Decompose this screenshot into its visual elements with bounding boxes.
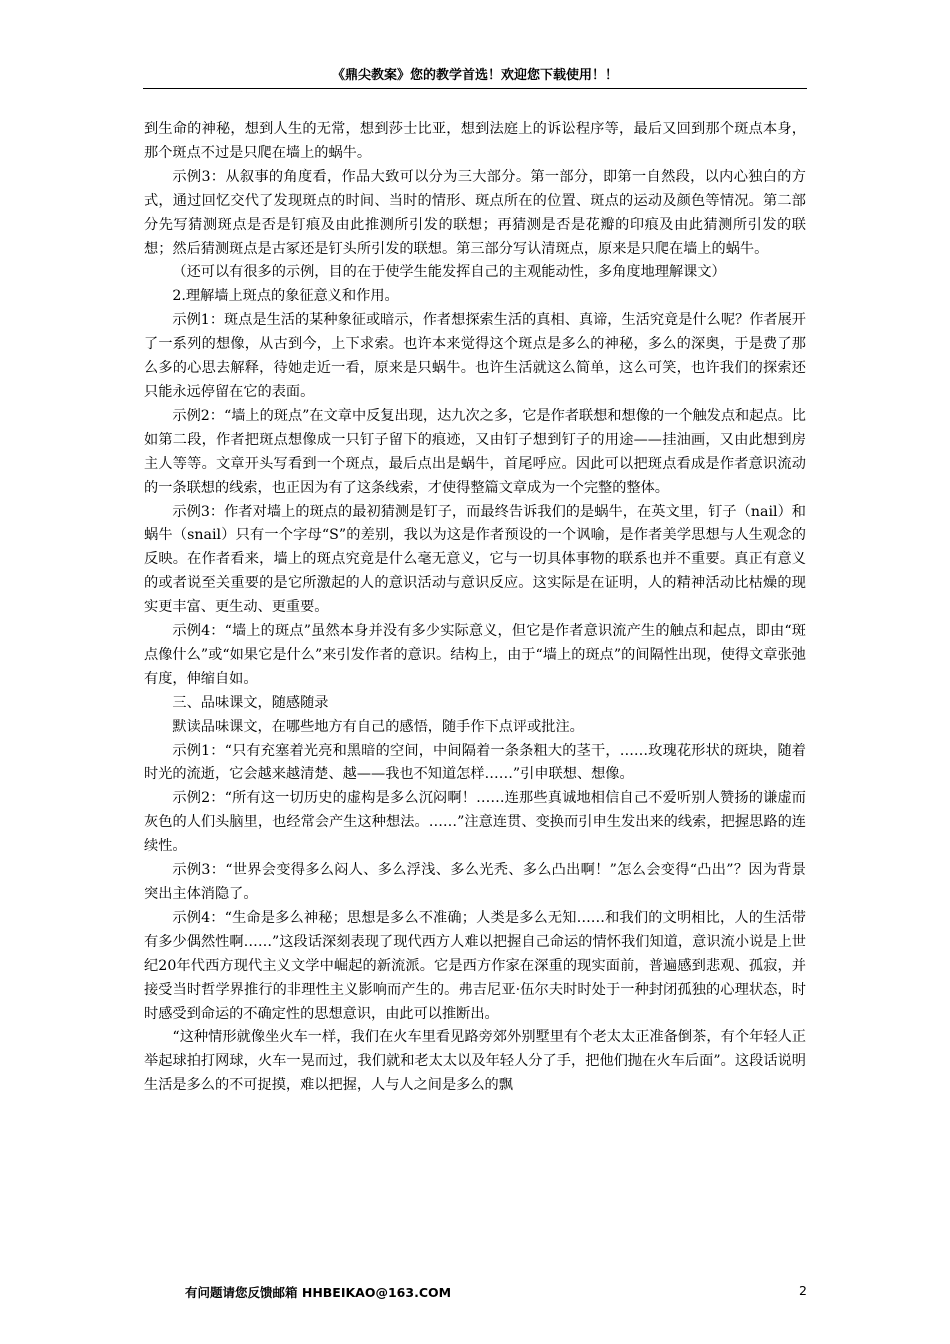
document-body: [144, 118, 806, 1098]
paragraph: “这种情形就像坐火车一样，我们在火车里看见路旁郊外别墅里有个老太太正准备倒茶，有个年轻人正举起球拍打网球，火车一晃而过，我们就和老太太以及年轻人分了手，把他们抛在火车后面”。这段话说明生活是多么的不可捉摸，难以把握，人与人之间是多么的飘: [144, 1029, 806, 1094]
paragraph: 示例2：“墙上的斑点”在文章中反复出现，达九次之多，它是作者联想和想像的一个触发点和起点。比如第二段，作者把斑点想像成一只钉子留下的痕迹，又由钉子想到钉子的用途——挂油画，又由此想到房主人等等。文章开头写看到一个斑点，最后点出是蜗牛，首尾呼应。因此可以把斑点看成是作者意识流动的一条联想的线索，也正因为有了这条线索，才使得整篇文章成为一个完整的整体。: [144, 407, 806, 496]
paragraph: 默读品味课文，在哪些地方有自己的感悟，随手作下点评或批注。: [172, 718, 584, 735]
paragraph: 示例4：“生命是多么神秘；思想是多么不准确；人类是多么无知……和我们的文明相比，人的生活带有多少偶然性啊……”这段话深刻表现了现代西方人难以把握自己命运的情怀我们知道，意识流小说是上世纪20年代西方现代主义文学中崛起的新流派。它是西方作家在深重的现实面前，普遍感到悲观、孤寂，并接受当时哲学界推行的非理性主义影响而产生的。弗吉尼亚·伍尔夫时时处于一种封闭孤独的心理状态，时时感受到命运的不确定性的思想意识，由此可以推断出。: [144, 909, 806, 1022]
footer-feedback-email: 有问题请您反馈邮箱 HHBEIKAO@163.COM: [185, 1285, 452, 1300]
paragraph: 到生命的神秘，想到人生的无常，想到莎士比亚，想到法庭上的诉讼程序等，最后又回到那个斑点本身，那个斑点不过是只爬在墙上的蜗牛。: [144, 121, 806, 161]
paragraph: 示例3：从叙事的角度看，作品大致可以分为三大部分。第一部分，即第一自然段，以内心独白的方式，通过回忆交代了发现斑点的时间、当时的情形、斑点所在的位置、斑点的运动及颜色等情况。第二部分先写猜测斑点是否是钉痕及由此推测所引发的联想；再猜测是否是花瓣的印痕及由此猜测所引发的联想；然后猜测斑点是古冢还是钉头所引发的联想。第三部分写认清斑点，原来是只爬在墙上的蜗牛。: [144, 168, 806, 257]
section-heading: 三、品味课文，随感随录: [172, 694, 329, 711]
paragraph: 示例1：斑点是生活的某种象征或暗示，作者想探索生活的真相、真谛，生活究竟是什么呢？作者展开了一系列的想像，从古到今，上下求索。也许本来觉得这个斑点是多么的神秘，多么的深奥，于是费了那么多的心思去解释，待她走近一看，原来是只蜗牛。也许生活就这么简单，这么可笑，也许我们的探索还只能永远停留在它的表面。: [144, 312, 806, 400]
page-header: 《鼎尖教案》您的教学首选！欢迎您下载使用！！: [331, 68, 618, 83]
paragraph: （还可以有很多的示例，目的在于使学生能发挥自己的主观能动性，多角度地理解课文）: [172, 264, 726, 281]
section-subheading: 2.理解墙上斑点的象征意义和作用。: [172, 288, 399, 305]
page-footer: [143, 1283, 807, 1301]
paragraph: 示例1：“只有充塞着光亮和黑暗的空间，中间隔着一条条粗大的茎干，……玫瑰花形状的斑块，随着时光的流逝，它会越来越清楚、越——我也不知道怎样……”引申联想、想像。: [144, 742, 806, 783]
paragraph: 示例4：“墙上的斑点”虽然本身并没有多少实际意义，但它是作者意识流产生的触点和起点，即由“斑点像什么”或“如果它是什么”来引发作者的意识。结构上，由于“墙上的斑点”的间隔性出现，使得文章张弛有度，伸缩自如。: [144, 623, 806, 687]
page-number: 2: [799, 1283, 807, 1298]
paragraph: 示例2：“所有这一切历史的虚构是多么沉闷啊！……连那些真诚地相信自己不爱听别人赞扬的谦虚而灰色的人们头脑里，也经常会产生这种想法。……”注意连贯、变换而引申生发出来的线索，把握思路的连续性。: [144, 790, 806, 855]
paragraph: 示例3：“世界会变得多么闷人、多么浮浅、多么光秃、多么凸出啊！”怎么会变得“凸出”？因为背景突出主体消隐了。: [144, 862, 806, 902]
header-divider: [143, 88, 807, 89]
paragraph: 示例3：作者对墙上的斑点的最初猜测是钉子，而最终告诉我们的是蜗牛，在英文里，钉子（nail）和蜗牛（snail）只有一个字母“S”的差别，我以为这是作者预设的一个讽喻，是作者美学思想与人生观念的反映。在作者看来，墙上的斑点究竟是什么毫无意义，它与一切具体事物的联系也并不重要。真正有意义的或者说至关重要的是它所激起的人的意识活动与意识反应。这实际是在证明，人的精神活动比枯燥的现实更丰富、更生动、更重要。: [144, 503, 806, 616]
